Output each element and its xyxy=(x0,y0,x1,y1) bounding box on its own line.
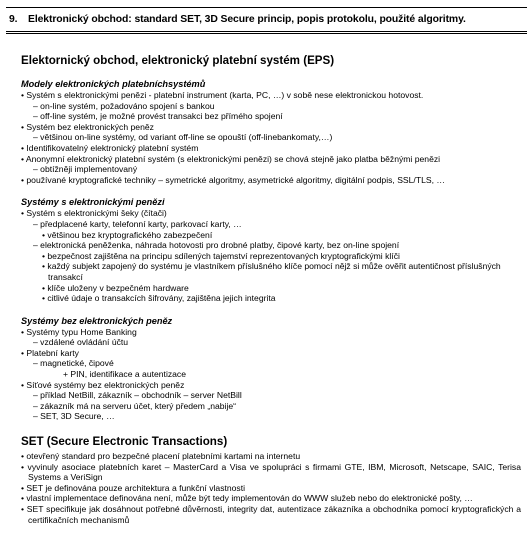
list-item: • citlivé údaje o transakcích šifrovány, zajištěna jejich integrita xyxy=(42,293,276,304)
list-item: – vzdálené ovládání účtu xyxy=(33,337,129,348)
list-item: • Platební karty xyxy=(21,347,79,358)
list-item: – magnetické, čipové xyxy=(33,358,114,369)
document-body xyxy=(21,53,521,525)
list-item: • klíče uloženy v bezpečném hardware xyxy=(42,282,189,293)
subsection-title-models: Modely elektronických platebníchsystémů xyxy=(21,79,206,89)
heading-rule-lower xyxy=(6,33,527,34)
list-item: – obtížněji implementovaný xyxy=(33,164,138,175)
list-item: – zákazník má na serveru účet, který předem „nabije“ xyxy=(33,400,236,411)
list-item: • většinou bez kryptografického zabezpečení xyxy=(42,229,213,240)
heading-rule-upper xyxy=(6,31,527,32)
list-item: • otevřený standard pro bezpečné placení platebními kartami na internetu xyxy=(21,451,301,462)
list-item: • vlastní implementace definována není, může být tedy implementován do WWW služeb nebo do elektronické pošty, … xyxy=(21,493,473,504)
list-item: • Identifikovatelný elektronický platební systém xyxy=(21,142,199,153)
list-item: – příklad NetBill, zákazník – obchodník – server NetBill xyxy=(33,390,242,401)
list-item: – elektronická peněženka, náhrada hotovosti pro drobné platby, čipové karty, bez on-line spojení xyxy=(33,240,400,251)
list-item: – většinou on-line systémy, od variant off-line se opouští (off-linebankomaty,…) xyxy=(33,132,333,143)
list-item: • Síťové systémy bez elektronických peněz xyxy=(21,379,185,390)
list-item: – on-line systém, požadováno spojení s bankou xyxy=(33,100,215,111)
list-item: • SET specifikuje jak dosáhnout potřebné důvěrnosti, integrity dat, autentizace zákazníka a obchodníka pomocí kryptografických a certifikačních mechanismů xyxy=(21,504,521,525)
list-item: – SET, 3D Secure, … xyxy=(33,411,115,422)
list-item: • Systém bez elektronických peněz xyxy=(21,121,154,132)
section-title-set: SET (Secure Electronic Transactions) xyxy=(21,435,228,449)
list-item: • Systém s elektronickými šeky (čítači) xyxy=(21,208,167,219)
list-item: • používané kryptografické techniky – symetrické algoritmy, asymetrické algoritmy, digitální podpis, SSL/TLS, … xyxy=(21,174,445,185)
list-item: • každý subjekt zapojený do systému je vlastníkem příslušného klíče pomocí nějž si může ověřit autentičnost příslušných transakcí xyxy=(42,261,501,282)
list-item: • bezpečnost zajištěna na principu sdílených tajemství reprezentovaných kryptografickými klíči xyxy=(42,250,400,261)
list-item: • vyvinuly asociace platebních karet – MasterCard a Visa ve spolupráci s firmami GTE, IBM, Microsoft, Netscape, SAIC, Terisa Systems a VeriSign xyxy=(21,461,521,483)
list-item: • Anonymní elektronický platební systém (s elektronickými penězi) se chová stejně jako platba běžnými penězi xyxy=(21,153,441,164)
chapter-heading xyxy=(9,14,466,25)
top-rule xyxy=(6,7,527,8)
subsection-title-with-money: Systémy s elektronickými penězi xyxy=(21,197,165,208)
list-item: + PIN, identifikace a autentizace xyxy=(63,369,187,380)
list-item: – off-line systém, je možné provést transakci bez přímého spojení xyxy=(33,111,283,122)
subsection-title-without-money: Systémy bez elektronických peněz xyxy=(21,315,173,326)
chapter-title: Elektronický obchod: standard SET, 3D Secure princip, popis protokolu, použité algoritmy. xyxy=(28,14,466,25)
list-item: • SET je definována pouze architektura a funkční vlastnosti xyxy=(21,482,246,493)
section-title-eps: Elektornický obchod, elektronický platební systém (EPS) xyxy=(21,54,335,67)
list-item: • Systém s elektronickými penězi - platební instrument (karta, PC, …) v sobě nese elektronickou hotovost. xyxy=(21,90,424,100)
list-item: • Systémy typu Home Banking xyxy=(21,326,137,337)
list-item: – předplacené karty, telefonní karty, parkovací karty, … xyxy=(33,218,242,229)
chapter-number: 9. xyxy=(9,14,18,25)
